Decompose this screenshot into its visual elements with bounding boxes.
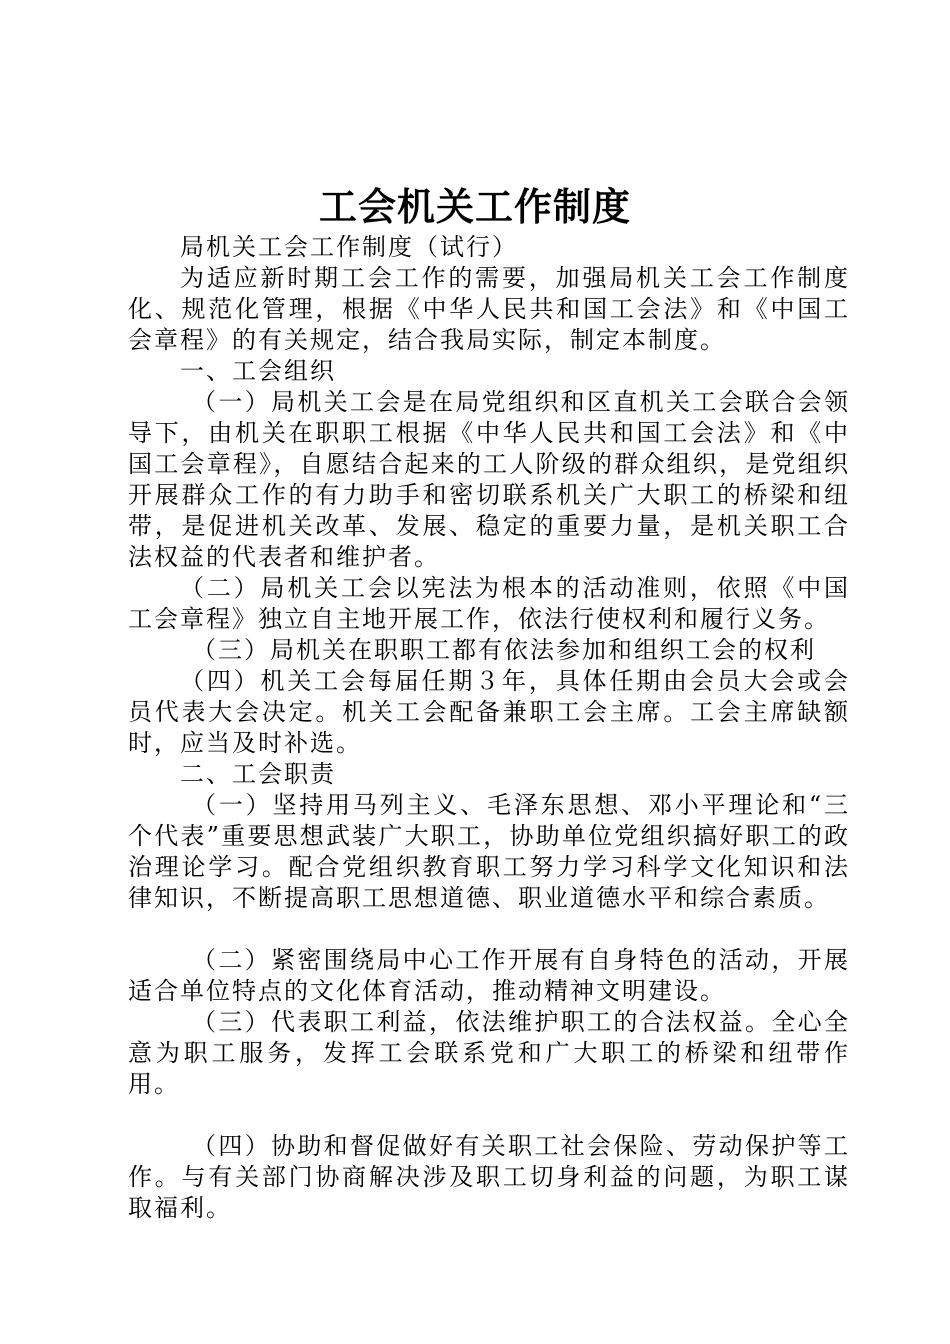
document-title: 工会机关工作制度 — [318, 184, 631, 229]
subtitle-paragraph: 局机关工会工作制度（试行） — [180, 233, 518, 261]
duties-item-2: （二）紧密围绕局中心工作开展有自身特色的活动，开展适合单位特点的文化体育活动，推动精神文明建设。 — [128, 946, 850, 1005]
organization-item-3: （三）局机关在职职工都有依法参加和组织工会的权利 — [192, 636, 816, 664]
duties-item-4: （四）协助和督促做好有关职工社会保险、劳动保护等工作。与有关部门协商解决涉及职工切身利益的问题，为职工谋取福利。 — [128, 1132, 850, 1222]
duties-item-1: （一）坚持用马列主义、毛泽东思想、邓小平理论和“三个代表”重要思想武装广大职工，协助单位党组织搞好职工的政治理论学习。配合党组织教育职工努力学习科学文化知识和法律知识，不断提高职工思想道德、职业道德水平和综合素质。 — [128, 791, 850, 912]
organization-item-4: （四）机关工会每届任期３年，具体任期由会员大会或会员代表大会决定。机关工会配备兼职工会主席。工会主席缺额时，应当及时补选。 — [128, 667, 850, 757]
duties-item-3: （三）代表职工利益，依法维护职工的合法权益。全心全意为职工服务，发挥工会联系党和广大职工的桥梁和纽带作用。 — [128, 1008, 850, 1098]
organization-item-2: （二）局机关工会以宪法为根本的活动准则，依照《中国工会章程》独立自主地开展工作，依法行使权利和履行义务。 — [128, 574, 850, 633]
section-heading-organization: 一、工会组织 — [180, 357, 336, 385]
organization-item-1: （一）局机关工会是在局党组织和区直机关工会联合会领导下，由机关在职职工根据《中华人民共和国工会法》和《中国工会章程》，自愿结合起来的工人阶级的群众组织，是党组织开展群众工作的有力助手和密切联系机关广大职工的桥梁和纽带，是促进机关改革、发展、稳定的重要力量，是机关职工合法权益的代表者和维护者。 — [128, 388, 850, 571]
intro-paragraph: 为适应新时期工会工作的需要，加强局机关工会工作制度化、规范化管理，根据《中华人民共和国工会法》和《中国工会章程》的有关规定，结合我局实际，制定本制度。 — [128, 264, 850, 354]
document-body — [128, 232, 850, 1224]
section-heading-duties: 二、工会职责 — [180, 760, 336, 788]
